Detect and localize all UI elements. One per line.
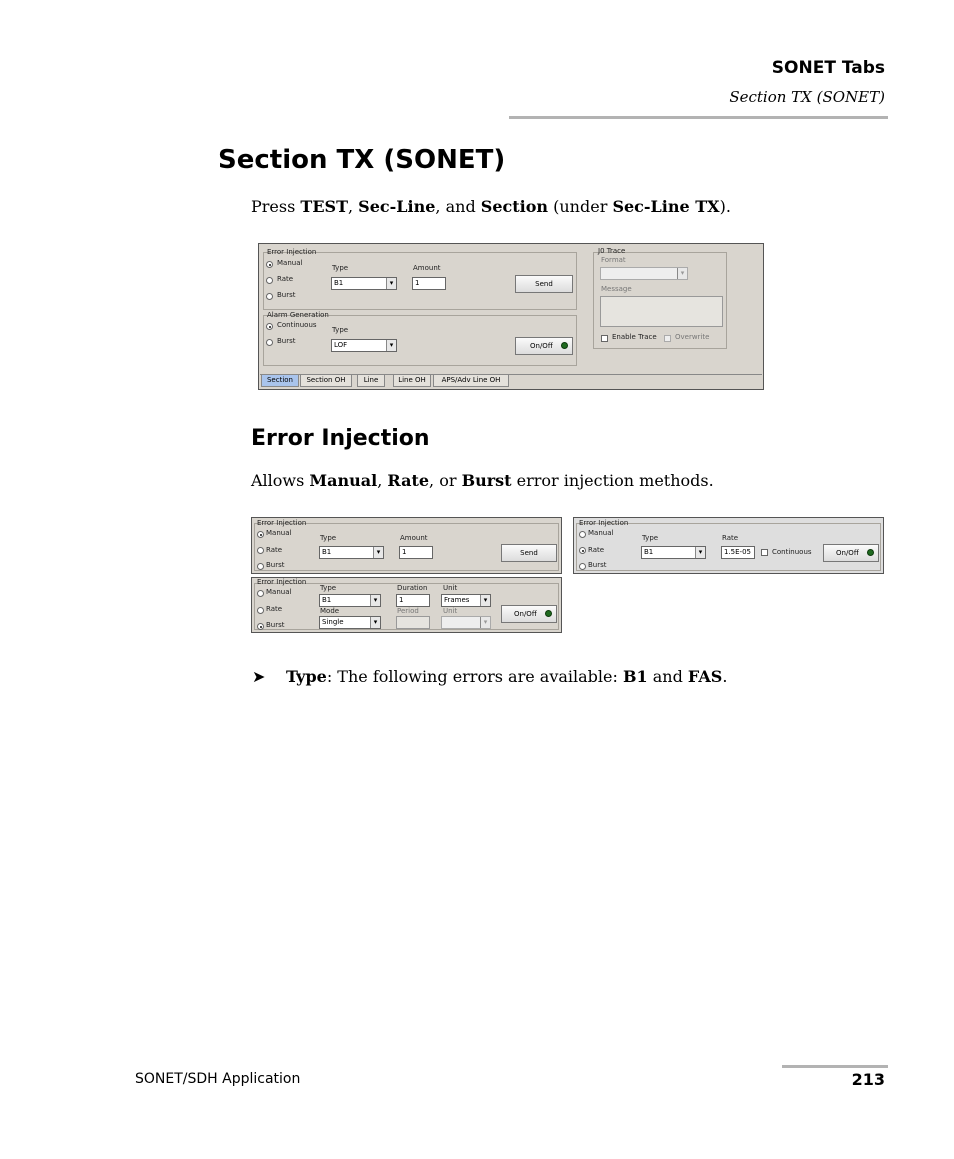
send-button[interactable]: Send bbox=[515, 275, 573, 293]
b-type-select[interactable]: B1 ▾ bbox=[319, 594, 381, 607]
bullet-arrow-icon: ➤ bbox=[252, 667, 266, 686]
amount-label: Amount bbox=[413, 264, 441, 272]
b-unit-select[interactable]: Frames ▾ bbox=[441, 594, 491, 607]
message-input[interactable] bbox=[600, 296, 723, 327]
header-rule bbox=[509, 116, 888, 119]
b-period-unit-label: Unit bbox=[443, 607, 458, 615]
b-manual-radio[interactable] bbox=[257, 590, 264, 597]
b-period-label: Period bbox=[397, 607, 419, 615]
m-send-button[interactable]: Send bbox=[501, 544, 557, 562]
b-burst-label: Burst bbox=[266, 621, 285, 629]
b-manual-label: Manual bbox=[266, 588, 292, 596]
burst-mode-screenshot bbox=[251, 577, 562, 633]
format-label: Format bbox=[601, 256, 626, 264]
m-type-label: Type bbox=[320, 534, 337, 542]
r-rate-input[interactable]: 1.5E-05 bbox=[721, 546, 755, 559]
page-title: Section TX (SONET) bbox=[218, 145, 506, 175]
b-mode-select[interactable]: Single ▾ bbox=[319, 616, 381, 629]
tab-bar bbox=[260, 374, 762, 388]
footer-rule bbox=[782, 1065, 888, 1068]
type-select[interactable]: B1 ▾ bbox=[331, 277, 397, 290]
amount-input[interactable]: 1 bbox=[412, 277, 446, 290]
alarm-type-label: Type bbox=[332, 326, 349, 334]
r-rate-field-label: Rate bbox=[722, 534, 739, 542]
continuous-label: Continuous bbox=[277, 321, 317, 329]
r-burst-label: Burst bbox=[588, 561, 607, 569]
m-rate-radio[interactable] bbox=[257, 547, 264, 554]
b-unit-label: Unit bbox=[443, 584, 458, 592]
m-manual-radio[interactable] bbox=[257, 531, 264, 538]
burst-group-label: Error Injection bbox=[257, 578, 307, 586]
burst-radio[interactable] bbox=[266, 293, 273, 300]
type-label: Type bbox=[332, 264, 349, 272]
tab-line-oh[interactable]: Line OH bbox=[393, 375, 431, 387]
type-bullet-item: Type: The following errors are available: B1 and FAS. bbox=[286, 667, 728, 686]
tab-section-oh[interactable]: Section OH bbox=[300, 375, 352, 387]
alarm-type-select[interactable]: LOF ▾ bbox=[331, 339, 397, 352]
b-duration-input[interactable]: 1 bbox=[396, 594, 430, 607]
burst-label: Burst bbox=[277, 291, 296, 299]
r-manual-label: Manual bbox=[588, 529, 614, 537]
b-onoff-button[interactable]: On/Off bbox=[501, 605, 557, 623]
footer-title: SONET/SDH Application bbox=[135, 1071, 301, 1087]
tab-line[interactable]: Line bbox=[357, 375, 385, 387]
b-burst-radio[interactable] bbox=[257, 623, 264, 630]
m-amount-input[interactable]: 1 bbox=[399, 546, 433, 559]
running-header-title: SONET Tabs bbox=[771, 58, 885, 78]
b-period-input[interactable] bbox=[396, 616, 430, 629]
r-rate-label: Rate bbox=[588, 546, 605, 554]
b-rate-label: Rate bbox=[266, 605, 283, 613]
overwrite-checkbox[interactable] bbox=[664, 335, 671, 342]
continuous-checkbox-label: Continuous bbox=[772, 548, 812, 556]
overwrite-label: Overwrite bbox=[675, 333, 710, 341]
manual-label: Manual bbox=[277, 259, 303, 267]
enable-trace-label: Enable Trace bbox=[612, 333, 657, 341]
manual-radio[interactable] bbox=[266, 261, 273, 268]
manual-group-label: Error Injection bbox=[257, 519, 307, 527]
tab-section[interactable]: Section bbox=[261, 375, 299, 387]
r-burst-radio[interactable] bbox=[579, 563, 586, 570]
section-tab-screenshot bbox=[258, 243, 764, 390]
b-rate-radio[interactable] bbox=[257, 607, 264, 614]
continuous-radio[interactable] bbox=[266, 323, 273, 330]
continuous-checkbox[interactable] bbox=[761, 549, 768, 556]
intro-paragraph: Press TEST, Sec-Line, and Section (under Sec-Line TX). bbox=[251, 197, 731, 216]
alarm-burst-label: Burst bbox=[277, 337, 296, 345]
error-injection-group-label: Error Injection bbox=[267, 248, 317, 256]
rate-mode-screenshot bbox=[573, 517, 884, 574]
b-status-led-icon bbox=[545, 610, 552, 617]
r-onoff-button[interactable]: On/Off bbox=[823, 544, 879, 562]
rate-radio[interactable] bbox=[266, 277, 273, 284]
b-period-unit-select[interactable] bbox=[441, 616, 491, 629]
r-manual-radio[interactable] bbox=[579, 531, 586, 538]
m-burst-label: Burst bbox=[266, 561, 285, 569]
error-injection-heading: Error Injection bbox=[251, 426, 430, 451]
b-duration-label: Duration bbox=[397, 584, 428, 592]
rate-label: Rate bbox=[277, 275, 294, 283]
j0-trace-group-label: J0 Trace bbox=[598, 247, 626, 255]
r-rate-radio[interactable] bbox=[579, 547, 586, 554]
alarm-generation-group-label: Alarm Generation bbox=[267, 311, 329, 319]
manual-mode-screenshot bbox=[251, 517, 562, 574]
r-type-label: Type bbox=[642, 534, 659, 542]
b-mode-label: Mode bbox=[320, 607, 340, 615]
b-type-label: Type bbox=[320, 584, 337, 592]
rate-group-label: Error Injection bbox=[579, 519, 629, 527]
page-number: 213 bbox=[851, 1070, 885, 1089]
format-select[interactable] bbox=[600, 267, 688, 280]
r-type-select[interactable]: B1 ▾ bbox=[641, 546, 706, 559]
message-label: Message bbox=[601, 285, 632, 293]
m-type-select[interactable]: B1 ▾ bbox=[319, 546, 384, 559]
enable-trace-checkbox[interactable] bbox=[601, 335, 608, 342]
alarm-burst-radio[interactable] bbox=[266, 339, 273, 346]
running-header-subtitle: Section TX (SONET) bbox=[729, 88, 885, 106]
alarm-onoff-button[interactable]: On/Off bbox=[515, 337, 573, 355]
m-rate-label: Rate bbox=[266, 546, 283, 554]
m-manual-label: Manual bbox=[266, 529, 292, 537]
status-led-icon bbox=[561, 342, 568, 349]
error-injection-paragraph: Allows Manual, Rate, or Burst error injection methods. bbox=[251, 471, 714, 490]
r-status-led-icon bbox=[867, 549, 874, 556]
tab-aps-adv-line-oh[interactable]: APS/Adv Line OH bbox=[433, 375, 509, 387]
m-amount-label: Amount bbox=[400, 534, 428, 542]
m-burst-radio[interactable] bbox=[257, 563, 264, 570]
